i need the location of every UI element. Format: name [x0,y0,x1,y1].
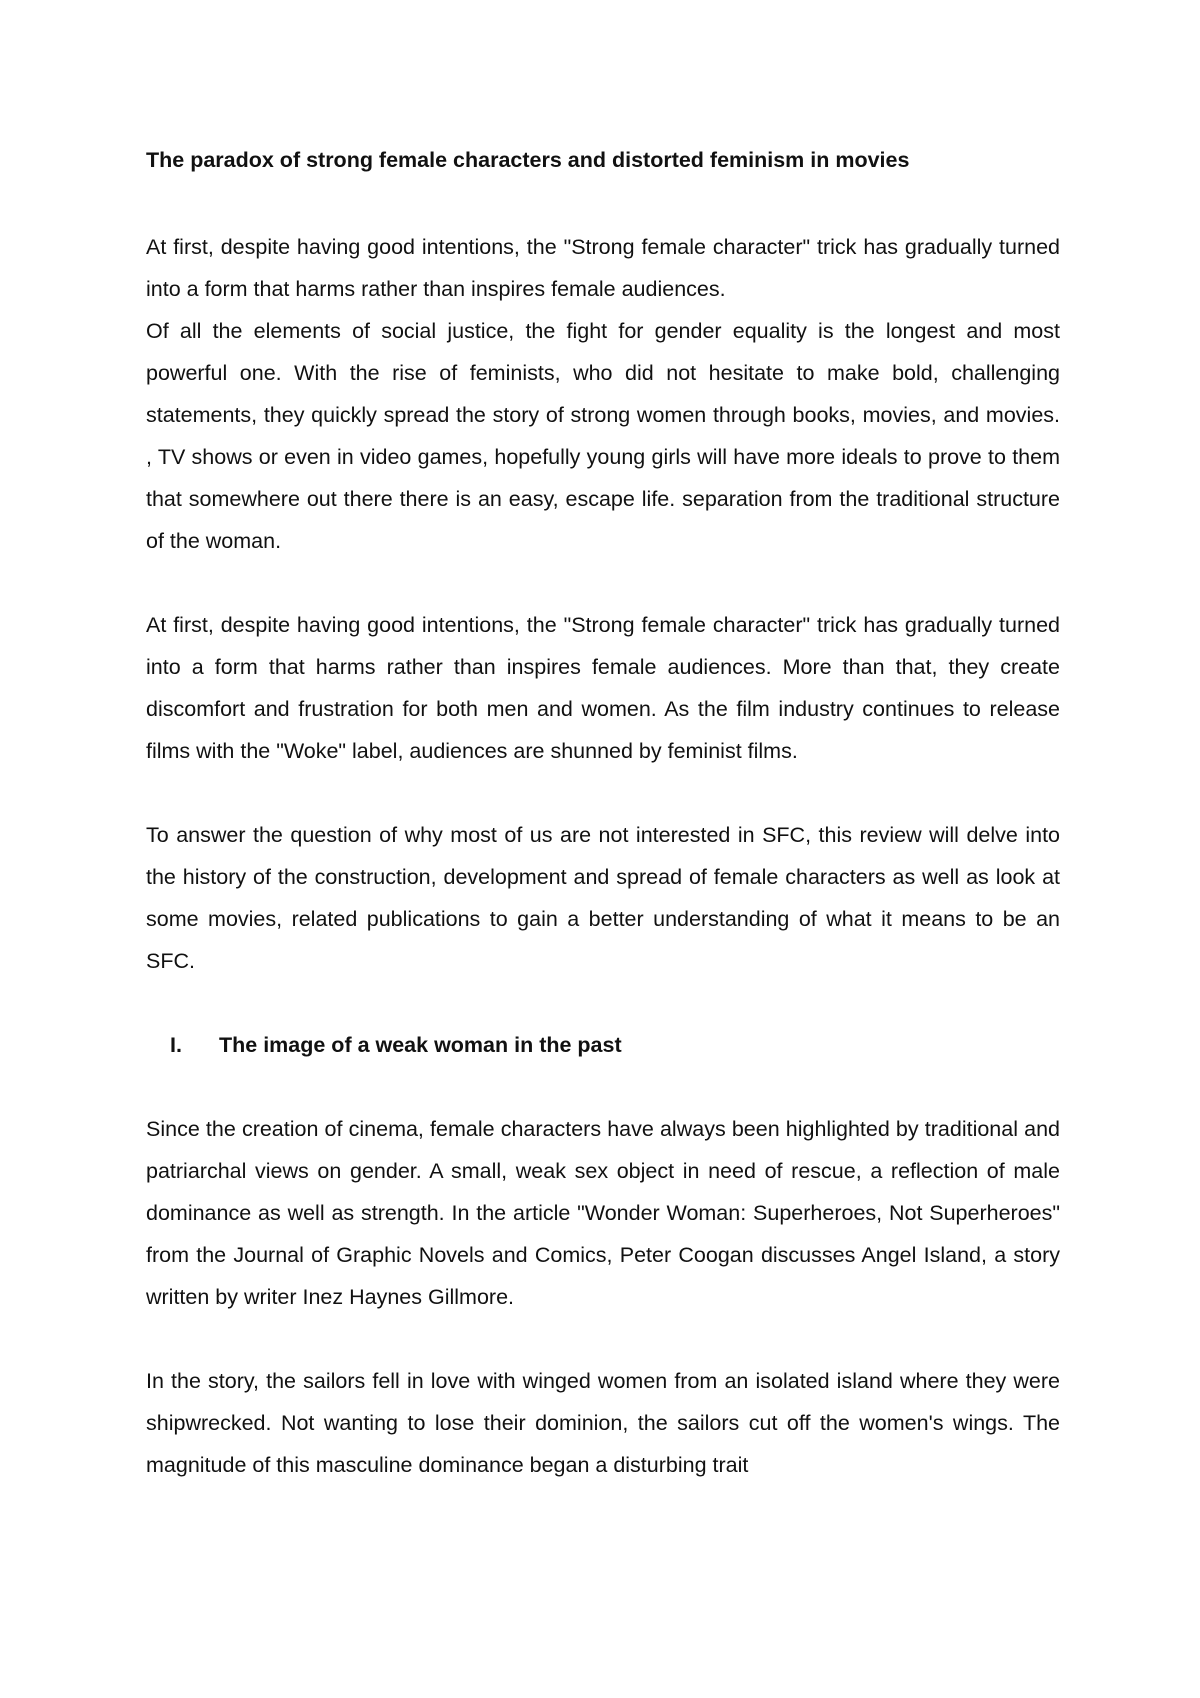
paragraph-review-purpose: To answer the question of why most of us are not interested in SFC, this review will delve into the history of the construction, development and spread of female characters as well as look at some movies, related publications to gain a better understanding of what it means to be an SFC. [146,823,1060,973]
paragraph-angel-island: In the story, the sailors fell in love with winged women from an isolated island where they were shipwrecked. Not wanting to lose their dominion, the sailors cut off the women's wings. The magnitude of this masculine dominance began a disturbing trait [146,1369,1060,1477]
paragraph-strong-female-character: At first, despite having good intentions, the "Strong female character" trick has gradually turned into a form that harms rather than inspires female audiences. More than that, they create discomfort and frustration for both men and women. As the film industry continues to release films with the "Woke" label, audiences are shunned by feminist films. [146,613,1060,763]
paragraph-intro: At first, despite having good intentions, the "Strong female character" trick has gradually turned into a form that harms rather than inspires female audiences. [146,235,1060,301]
section-heading [146,1024,1060,1066]
spacer [146,772,1060,814]
section-title: The image of a weak woman in the past [219,1033,622,1057]
section-number: I. [170,1033,182,1057]
spacer [146,1066,1060,1108]
document-body [146,144,1060,1486]
paragraph-gender-equality: Of all the elements of social justice, the fight for gender equality is the longest and most powerful one. With the rise of feminists, who did not hesitate to make bold, challenging statements, they quickly spread the story of strong women through books, movies, and movies. , TV shows or even in video games, hopefully young girls will have more ideals to prove to them that somewhere out there there is an easy, escape life. separation from the traditional structure of the woman. [146,319,1060,553]
spacer [146,982,1060,1024]
spacer [146,176,1060,226]
spacer [146,1318,1060,1360]
document-title: The paradox of strong female characters and distorted feminism in movies [146,148,910,172]
paragraph-cinema-history: Since the creation of cinema, female characters have always been highlighted by traditional and patriarchal views on gender. A small, weak sex object in need of rescue, a reflection of male dominance as well as strength. In the article "Wonder Woman: Superheroes, Not Superheroes" from the Journal of Graphic Novels and Comics, Peter Coogan discusses Angel Island, a story written by writer Inez Haynes Gillmore. [146,1117,1060,1309]
spacer [146,562,1060,604]
